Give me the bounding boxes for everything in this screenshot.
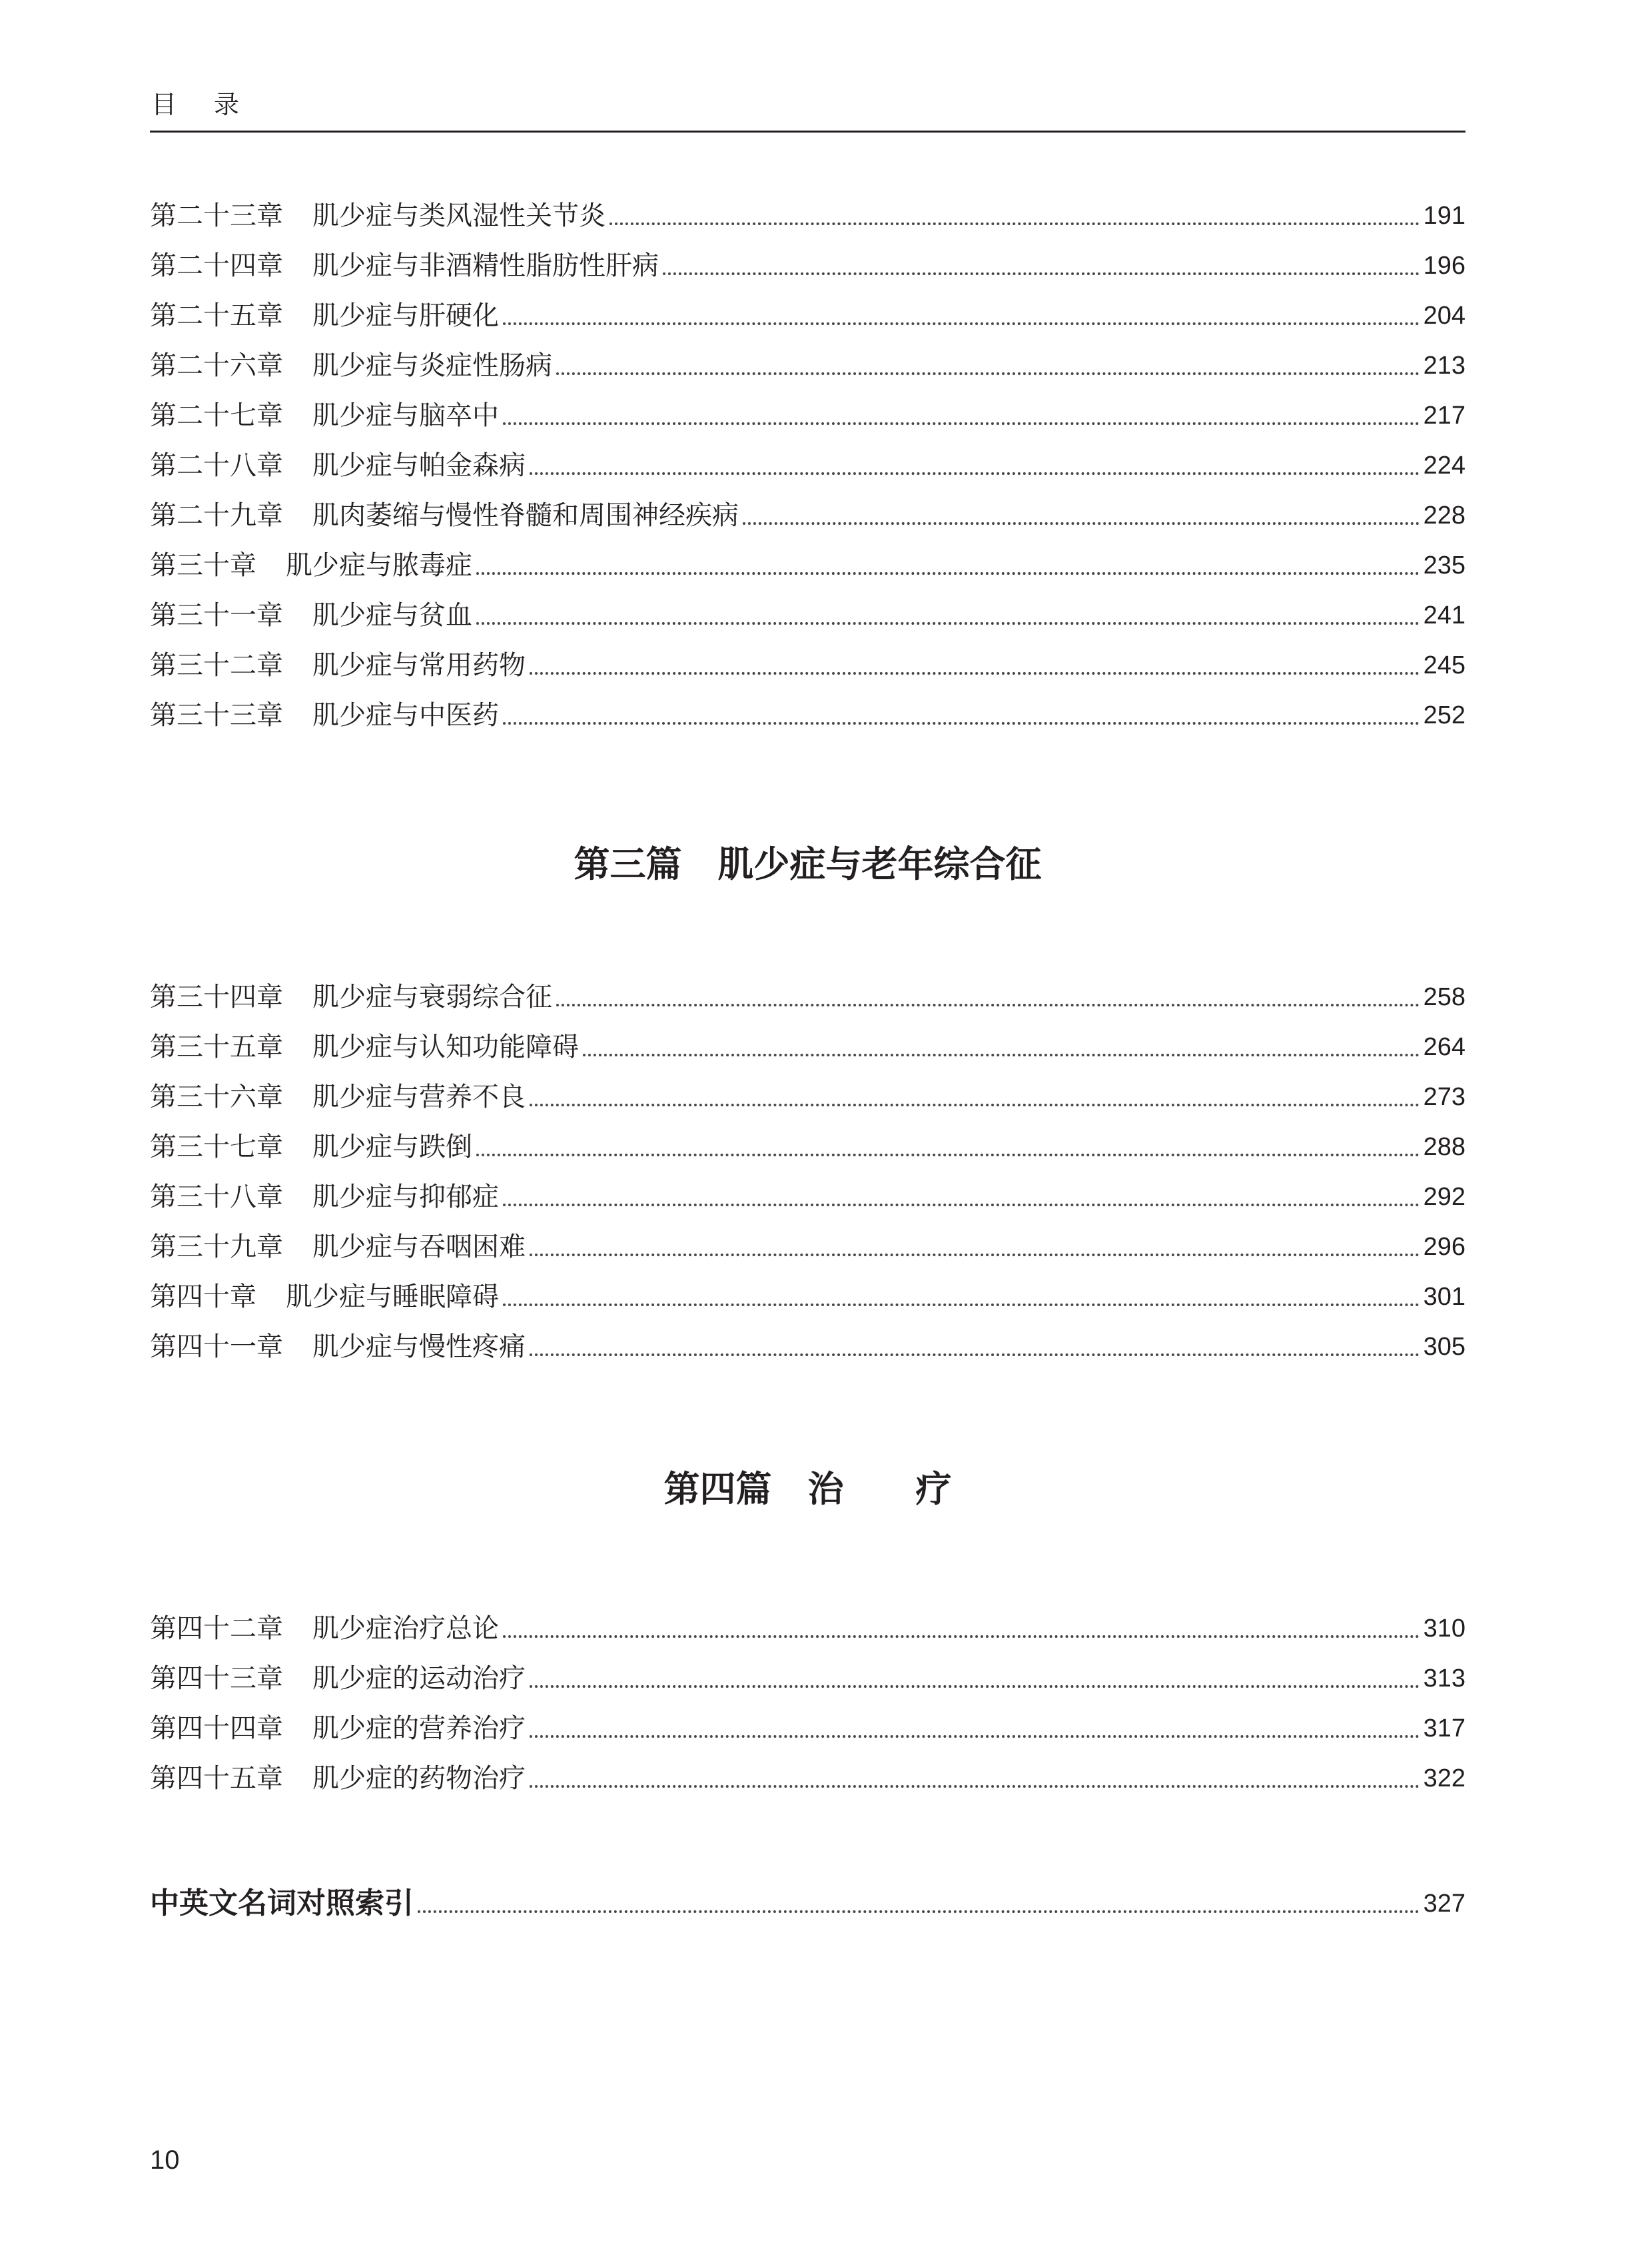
page-number: 217	[1423, 402, 1465, 430]
toc-entry[interactable]	[150, 185, 1465, 234]
dot-leader	[503, 322, 1420, 325]
page-number: 305	[1423, 1333, 1465, 1361]
chapter-number: 第三十八章	[150, 1182, 283, 1212]
chapter-title: 肌少症与常用药物	[312, 650, 526, 681]
chapter-number: 第三十章	[150, 550, 256, 581]
toc-entry[interactable]	[150, 434, 1465, 484]
chapter-title: 肌少症与脑卒中	[312, 400, 499, 431]
toc-entry[interactable]	[150, 1166, 1465, 1216]
dot-leader	[530, 1785, 1420, 1788]
toc-entry[interactable]	[150, 1216, 1465, 1266]
page-number: 213	[1423, 352, 1465, 380]
toc-section-part4	[150, 1597, 1465, 1797]
dot-leader	[418, 1910, 1420, 1913]
chapter-title: 肌肉萎缩与慢性脊髓和周围神经疾病	[312, 500, 739, 531]
dot-leader	[476, 572, 1420, 575]
chapter-number: 第二十七章	[150, 400, 283, 431]
chapter-title: 肌少症与非酒精性脂肪性肝病	[312, 250, 659, 281]
chapter-title: 肌少症与炎症性肠病	[312, 350, 552, 381]
dot-leader	[503, 722, 1420, 725]
page-number: 296	[1423, 1233, 1465, 1261]
dot-leader	[743, 522, 1420, 525]
toc-entry[interactable]	[150, 1747, 1465, 1797]
toc-entry[interactable]	[150, 634, 1465, 684]
chapter-number: 第三十九章	[150, 1232, 283, 1262]
dot-leader	[556, 1004, 1420, 1006]
chapter-number: 第四十五章	[150, 1763, 283, 1794]
chapter-number: 第二十五章	[150, 300, 283, 331]
chapter-number: 第三十三章	[150, 700, 283, 731]
toc-entry[interactable]	[150, 966, 1465, 1016]
chapter-number: 第三十七章	[150, 1132, 283, 1162]
toc-entry[interactable]	[150, 484, 1465, 534]
toc-entry[interactable]	[150, 284, 1465, 334]
page-number: 264	[1423, 1033, 1465, 1061]
dot-leader	[503, 1204, 1420, 1206]
page-number: 322	[1423, 1764, 1465, 1792]
page-number: 191	[1423, 202, 1465, 230]
dot-leader	[556, 372, 1420, 375]
dot-leader	[530, 1685, 1420, 1688]
chapter-title: 肌少症与抑郁症	[312, 1182, 499, 1212]
toc-entry[interactable]	[150, 1266, 1465, 1315]
page-number: 241	[1423, 601, 1465, 629]
toc-entry[interactable]	[150, 1597, 1465, 1647]
running-header	[150, 88, 1465, 133]
chapter-number: 第三十一章	[150, 600, 283, 631]
page-number: 310	[1423, 1615, 1465, 1643]
toc-entry[interactable]	[150, 334, 1465, 384]
dot-leader	[663, 272, 1420, 275]
dot-leader	[503, 1304, 1420, 1306]
page-number: 228	[1423, 502, 1465, 530]
chapter-number: 第二十九章	[150, 500, 283, 531]
page-number: 204	[1423, 302, 1465, 330]
chapter-number: 第三十六章	[150, 1082, 283, 1112]
toc-entry[interactable]	[150, 584, 1465, 634]
page-number: 292	[1423, 1183, 1465, 1211]
toc-entry[interactable]	[150, 684, 1465, 734]
page-number: 235	[1423, 552, 1465, 579]
chapter-title: 肌少症与衰弱综合征	[312, 982, 552, 1012]
toc-entry[interactable]	[150, 234, 1465, 284]
chapter-number: 第四十一章	[150, 1331, 283, 1362]
chapter-number: 第三十五章	[150, 1032, 283, 1062]
chapter-title: 肌少症治疗总论	[312, 1613, 499, 1644]
dot-leader	[530, 1254, 1420, 1256]
dot-leader	[530, 1735, 1420, 1738]
page-number: 196	[1423, 252, 1465, 280]
toc-entry[interactable]	[150, 534, 1465, 584]
dot-leader	[530, 672, 1420, 675]
chapter-title: 肌少症与睡眠障碍	[286, 1282, 499, 1312]
page-number: 273	[1423, 1083, 1465, 1111]
dot-leader	[583, 1054, 1420, 1056]
chapter-title: 肌少症与肝硬化	[312, 300, 499, 331]
page-number: 317	[1423, 1714, 1465, 1742]
chapter-number: 第四十章	[150, 1282, 256, 1312]
chapter-title: 肌少症与帕金森病	[312, 450, 526, 481]
chapter-title: 肌少症与脓毒症	[286, 550, 472, 581]
chapter-title: 肌少症与跌倒	[312, 1132, 472, 1162]
chapter-number: 第二十八章	[150, 450, 283, 481]
chapter-title: 肌少症与贫血	[312, 600, 472, 631]
toc-entry[interactable]	[150, 384, 1465, 434]
dot-leader	[610, 222, 1420, 225]
dot-leader	[476, 1154, 1420, 1156]
chapter-number: 第四十四章	[150, 1713, 283, 1744]
chapter-number: 第二十四章	[150, 250, 283, 281]
chapter-number: 第四十三章	[150, 1663, 283, 1694]
chapter-title: 肌少症的药物治疗	[312, 1763, 526, 1794]
chapter-number: 第二十六章	[150, 350, 283, 381]
toc-entry[interactable]	[150, 1116, 1465, 1166]
toc-entry[interactable]	[150, 1016, 1465, 1066]
page-number: 245	[1423, 651, 1465, 679]
dot-leader	[530, 1353, 1420, 1356]
dot-leader	[476, 622, 1420, 625]
toc-entry[interactable]	[150, 1647, 1465, 1697]
dot-leader	[503, 422, 1420, 425]
dot-leader	[503, 1635, 1420, 1638]
page-number: 252	[1423, 701, 1465, 729]
page-number: 301	[1423, 1283, 1465, 1311]
chapter-title: 肌少症与中医药	[312, 700, 499, 731]
page-number: 327	[1423, 1890, 1465, 1918]
chapter-title: 肌少症的营养治疗	[312, 1713, 526, 1744]
page-number: 258	[1423, 983, 1465, 1011]
running-header-title: 目录	[151, 90, 277, 119]
folio-page-number: 10	[150, 2145, 180, 2175]
chapter-number: 第二十三章	[150, 200, 283, 231]
toc-section-part2	[150, 185, 1465, 734]
toc-entry[interactable]	[150, 1697, 1465, 1747]
chapter-number: 第三十四章	[150, 982, 283, 1012]
part-heading: 第三篇 肌少症与老年综合征	[574, 843, 1042, 885]
chapter-title: 肌少症的运动治疗	[312, 1663, 526, 1694]
index-title: 中英文名词对照索引	[150, 1886, 414, 1920]
toc-entry[interactable]	[150, 1066, 1465, 1116]
page-number: 224	[1423, 452, 1465, 480]
chapter-title: 肌少症与营养不良	[312, 1082, 526, 1112]
chapter-number: 第四十二章	[150, 1613, 283, 1644]
dot-leader	[530, 472, 1420, 475]
chapter-title: 肌少症与类风湿性关节炎	[312, 200, 606, 231]
index-entry[interactable]	[150, 1872, 1465, 1922]
toc-section-part3	[150, 966, 1465, 1365]
page-number: 313	[1423, 1665, 1465, 1692]
chapter-title: 肌少症与吞咽困难	[312, 1232, 526, 1262]
page-number: 288	[1423, 1133, 1465, 1161]
chapter-title: 肌少症与慢性疼痛	[312, 1331, 526, 1362]
part-heading: 第四篇 治 疗	[663, 1467, 952, 1510]
toc-entry[interactable]	[150, 1315, 1465, 1365]
chapter-title: 肌少症与认知功能障碍	[312, 1032, 579, 1062]
dot-leader	[530, 1104, 1420, 1106]
chapter-number: 第三十二章	[150, 650, 283, 681]
